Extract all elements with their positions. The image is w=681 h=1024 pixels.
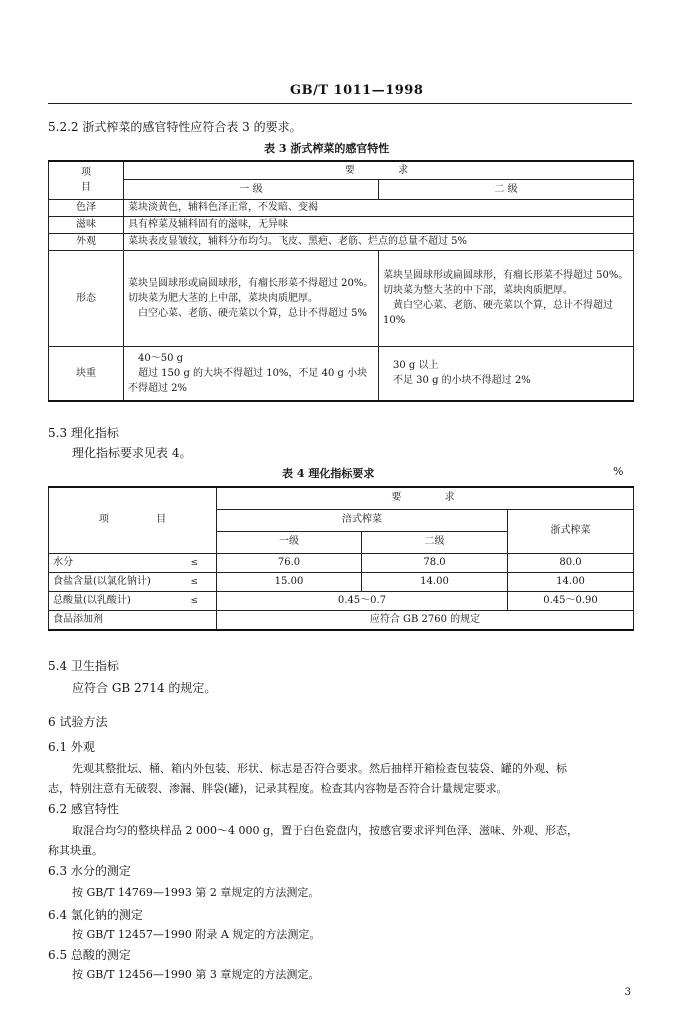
table-row — [49, 572, 634, 591]
table3-head-item: 项 目 — [49, 161, 124, 199]
table3-shape-grade1 — [124, 250, 379, 346]
table4-title: 表 4 理化指标要求 — [282, 467, 375, 480]
table4-cell: 80.0 — [508, 553, 634, 572]
table3-title: 表 3 浙式榨菜的感官特性 — [264, 142, 390, 155]
table4-head-zhejiang: 浙式榨菜 — [508, 509, 634, 553]
table3-weight-grade1-a: 40～50 g — [138, 352, 184, 364]
table4-head-grade1: 一级 — [217, 531, 362, 553]
table4-head-item: 项 目 — [49, 487, 217, 553]
table4-cell: 0.45～0.90 — [508, 591, 634, 610]
table3-weight-grade2 — [379, 346, 634, 401]
table3-head-requirement: 要 求 — [124, 161, 634, 179]
table4-cell: 0.45～0.7 — [217, 591, 508, 610]
table4-additive-text: 应符合 GB 2760 的规定 — [217, 610, 634, 630]
table-row — [49, 553, 634, 572]
table3-shape-grade2-a: 菜块呈圆球形或扁圆球形，有瘤长形菜不得超过 50%。切块菜为整大茎的中下部，菜块肉质肥厚。 — [383, 270, 629, 296]
table3-flavor-text: 具有榨菜及辅料固有的滋味，无异味 — [124, 216, 634, 233]
section-5-4-text: 应符合 GB 2714 的规定。 — [72, 681, 217, 695]
section-5-3-text: 理化指标要求见表 4。 — [72, 446, 192, 460]
section-5-4-heading: 5.4 卫生指标 — [48, 659, 119, 673]
table4-cell: 14.00 — [362, 572, 508, 591]
section-6-5-text: 按 GB/T 12456—1990 第 3 章规定的方法测定。 — [72, 968, 320, 981]
table4-row-label: 总酸量(以乳酸计) ≤ — [49, 591, 217, 610]
section-6-1-line1: 先观其整批坛、桶、箱内外包装、形状、标志是否符合要求。然后抽样开箱检查包装袋、罐的外观、标 — [72, 762, 567, 775]
table4-cell: 14.00 — [508, 572, 634, 591]
table4-head-grade2: 二级 — [362, 531, 508, 553]
section-6-3-text: 按 GB/T 14769—1993 第 2 章规定的方法测定。 — [72, 886, 320, 899]
table-row — [49, 610, 634, 630]
table3-head-grade2: 二 级 — [379, 179, 634, 199]
table3-shape-grade1-b: 白空心菜、老筋、硬壳菜以个算，总计不得超过 5% — [138, 307, 368, 319]
section-6-4-heading: 6.4 氯化钠的测定 — [48, 908, 143, 922]
table4-cell: 76.0 — [217, 553, 362, 572]
table4-row-label: 食盐含量(以氯化钠计) ≤ — [49, 572, 217, 591]
standard-number: GB/T 1011—1998 — [290, 83, 424, 98]
table-row — [49, 591, 634, 610]
table4-cell: 78.0 — [362, 553, 508, 572]
section-6-1-heading: 6.1 外观 — [48, 740, 95, 754]
table4 — [48, 486, 634, 631]
section-5-3-heading: 5.3 理化指标 — [48, 426, 119, 440]
table3-weight-grade1-b: 超过 150 g 的大块不得超过 10%，不足 40 g 小块不得超过 2% — [128, 367, 368, 394]
table3-label-flavor: 滋味 — [49, 216, 124, 233]
section-6-2-heading: 6.2 感官特性 — [48, 802, 119, 816]
table4-unit: % — [613, 465, 624, 478]
header-rule — [48, 103, 632, 104]
section-6-3-heading: 6.3 水分的测定 — [48, 864, 131, 878]
table4-additive-label: 食品添加剂 — [49, 610, 217, 630]
table3-label-color: 色泽 — [49, 199, 124, 216]
table3-color-text: 菜块淡黄色，辅料色泽正常，不发暗、变褐 — [124, 199, 634, 216]
clause-5-2-2: 5.2.2 浙式榨菜的感官特性应符合表 3 的要求。 — [48, 120, 302, 134]
table3-appearance-text: 菜块表皮显皱纹，辅料分布均匀。飞皮、黑疤、老筋、烂点的总量不超过 5% — [124, 233, 634, 250]
table3-weight-grade1 — [124, 346, 379, 401]
table4-head-requirement: 要 求 — [217, 487, 634, 509]
section-6-2-line2: 称其块重。 — [48, 844, 103, 857]
section-6-heading: 6 试验方法 — [48, 715, 108, 729]
table3-label-weight: 块重 — [49, 346, 124, 401]
table4-row-label: 水分 ≤ — [49, 553, 217, 572]
section-6-4-text: 按 GB/T 12457—1990 附录 A 规定的方法测定。 — [72, 928, 321, 941]
table3-shape-grade1-a: 菜块呈圆球形或扁圆球形，有瘤长形菜不得超过 20%。切块菜为肥大茎的上中部，菜块肉质肥厚。 — [128, 277, 374, 304]
table3-weight-grade2-b: 不足 30 g 的小块不得超过 2% — [393, 375, 531, 387]
table3-head-grade1: 一 级 — [124, 179, 379, 199]
section-6-1-line2: 志，特别注意有无破裂、渗漏、胖袋(罐)，记录其程度。检查其内容物是否符合计量规定要求。 — [48, 782, 508, 795]
table4-cell: 15.00 — [217, 572, 362, 591]
page-number: 3 — [624, 987, 631, 998]
table3-label-appearance: 外观 — [49, 233, 124, 250]
table3-weight-grade2-a: 30 g 以上 — [393, 360, 439, 372]
table4-head-fuling: 涪式榨菜 — [217, 509, 508, 531]
section-6-2-line1: 取混合均匀的整块样品 2 000～4 000 g，置于白色瓷盘内，按感官要求评判色泽、滋味、外观、形态， — [72, 824, 579, 837]
table3 — [48, 160, 634, 402]
table3-shape-grade2 — [379, 250, 634, 346]
table3-shape-grade2-b: 黄白空心菜、老筋、硬壳菜以个算，总计不得超过 10% — [383, 300, 613, 326]
section-6-5-heading: 6.5 总酸的测定 — [48, 948, 131, 962]
table3-label-shape: 形态 — [49, 250, 124, 346]
